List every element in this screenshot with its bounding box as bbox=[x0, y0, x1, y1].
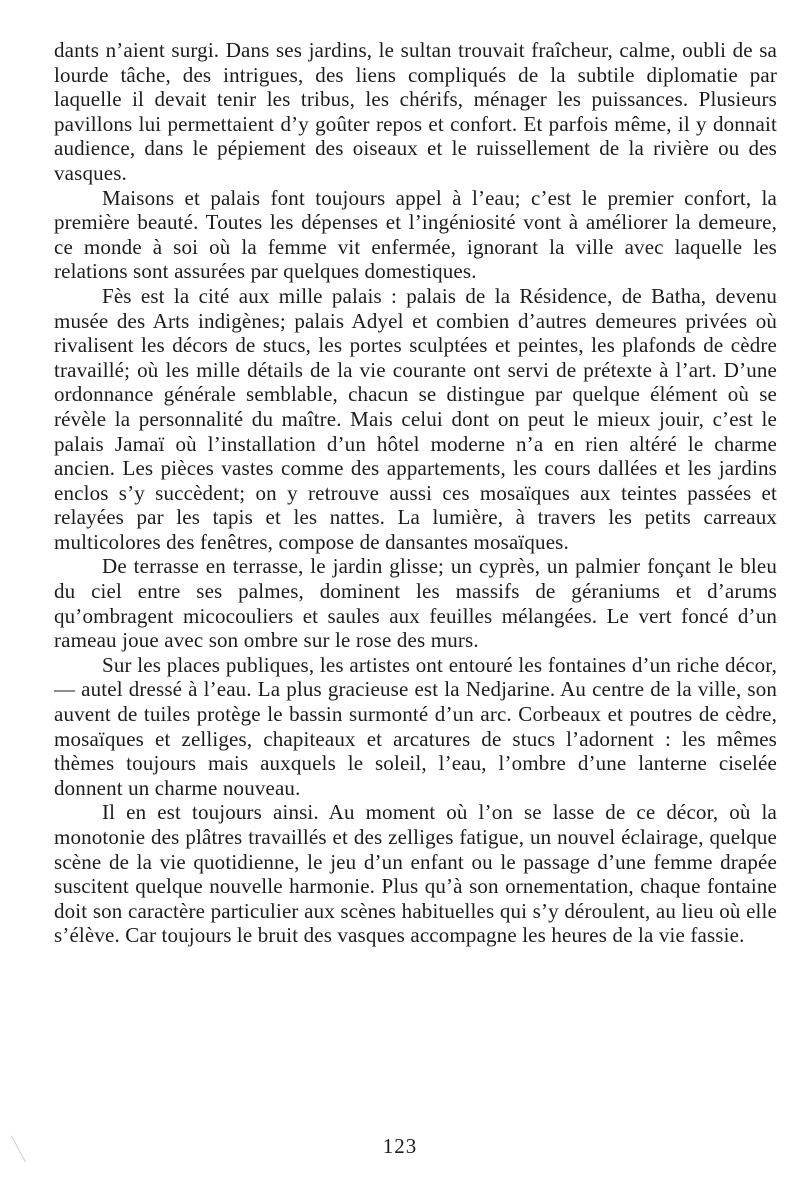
page-number: 123 bbox=[382, 1134, 418, 1158]
paragraph-6: Il en est toujours ainsi. Au moment où l’on se lasse de ce décor, où la monotonie des plâtres travaillés et des zelliges fatigue, un nouvel éclairage, quelque scène de la vie quotidienne, le jeu d’un enfant ou le passage d’une femme drapée suscitent quelque nouvelle harmonie. Plus qu’à son ornementation, chaque fontaine doit son caractère particulier aux scènes habituelles qui s’y déroulent, au lieu où elle s’élève. Car toujours le bruit des vasques accompagne les heures de la vie fassie. bbox=[54, 800, 777, 948]
paragraph-5: Sur les places publiques, les artistes ont entouré les fontaines d’un riche décor, — autel dressé à l’eau. La plus gracieuse est la Nedjarine. Au centre de la ville, son auvent de tuiles protège le bassin surmonté d’un arc. Corbeaux et poutres de cèdre, mosaïques et zelliges, chapiteaux et arcatures de stucs l’adornent : les mêmes thèmes toujours mais auxquels le soleil, l’eau, l’ombre d’une lanterne ciselée donnent un charme nouveau. bbox=[54, 652, 777, 800]
page-body bbox=[54, 38, 777, 948]
paragraph-4: De terrasse en terrasse, le jardin glisse; un cyprès, un palmier fonçant le bleu du ciel entre ses palmes, dominent les massifs de géraniums et d’arums qu’ombragent micocouliers et saules aux feuilles mélangées. Le vert foncé d’un rameau joue avec son ombre sur le rose des murs. bbox=[54, 554, 777, 653]
paragraph-2: Maisons et palais font toujours appel à l’eau; c’est le premier confort, la première beauté. Toutes les dépenses et l’ingéniosité vont à améliorer la demeure, ce monde à soi où la femme vit enfermée, ignorant la ville avec laquelle les relations sont assurées par quelques domestiques. bbox=[54, 185, 777, 284]
paragraph-1: dants n’aient surgi. Dans ses jardins, le sultan trouvait fraîcheur, calme, oubli de sa lourde tâche, des intrigues, des liens compliqués de la subtile diplomatie par laquelle il devait tenir les tribus, les chérifs, ménager les puissances. Plusieurs pavillons lui permettaient d’y goûter repos et confort. Et parfois même, il y donnait audience, dans le pépiement des oiseaux et le ruissellement de la rivière ou des vasques. bbox=[54, 38, 777, 185]
paragraph-3: Fès est la cité aux mille palais : palais de la Résidence, de Batha, devenu musée des Arts indigènes; palais Adyel et combien d’autres demeures privées où rivalisent les décors de stucs, les portes sculptées et peintes, les plafonds de cèdre travaillé; où les mille détails de la vie courante ont servi de prétexte à l’art. D’une ordonnance générale semblable, chacun se distingue par quelque élément où se révèle la personnalité du maître. Mais celui dont on peut le mieux jouir, c’est le palais Jamaï où l’installation d’un hôtel moderne n’a en rien altéré le charme ancien. Les pièces vastes comme des appartements, les cours dallées et les jardins enclos s’y succèdent; on y retrouve aussi ces mosaïques aux teintes passées et relayées par les tapis et les nattes. La lumière, à travers les petits carreaux multicolores des fenêtres, compose de dansantes mosaïques. bbox=[54, 283, 777, 554]
